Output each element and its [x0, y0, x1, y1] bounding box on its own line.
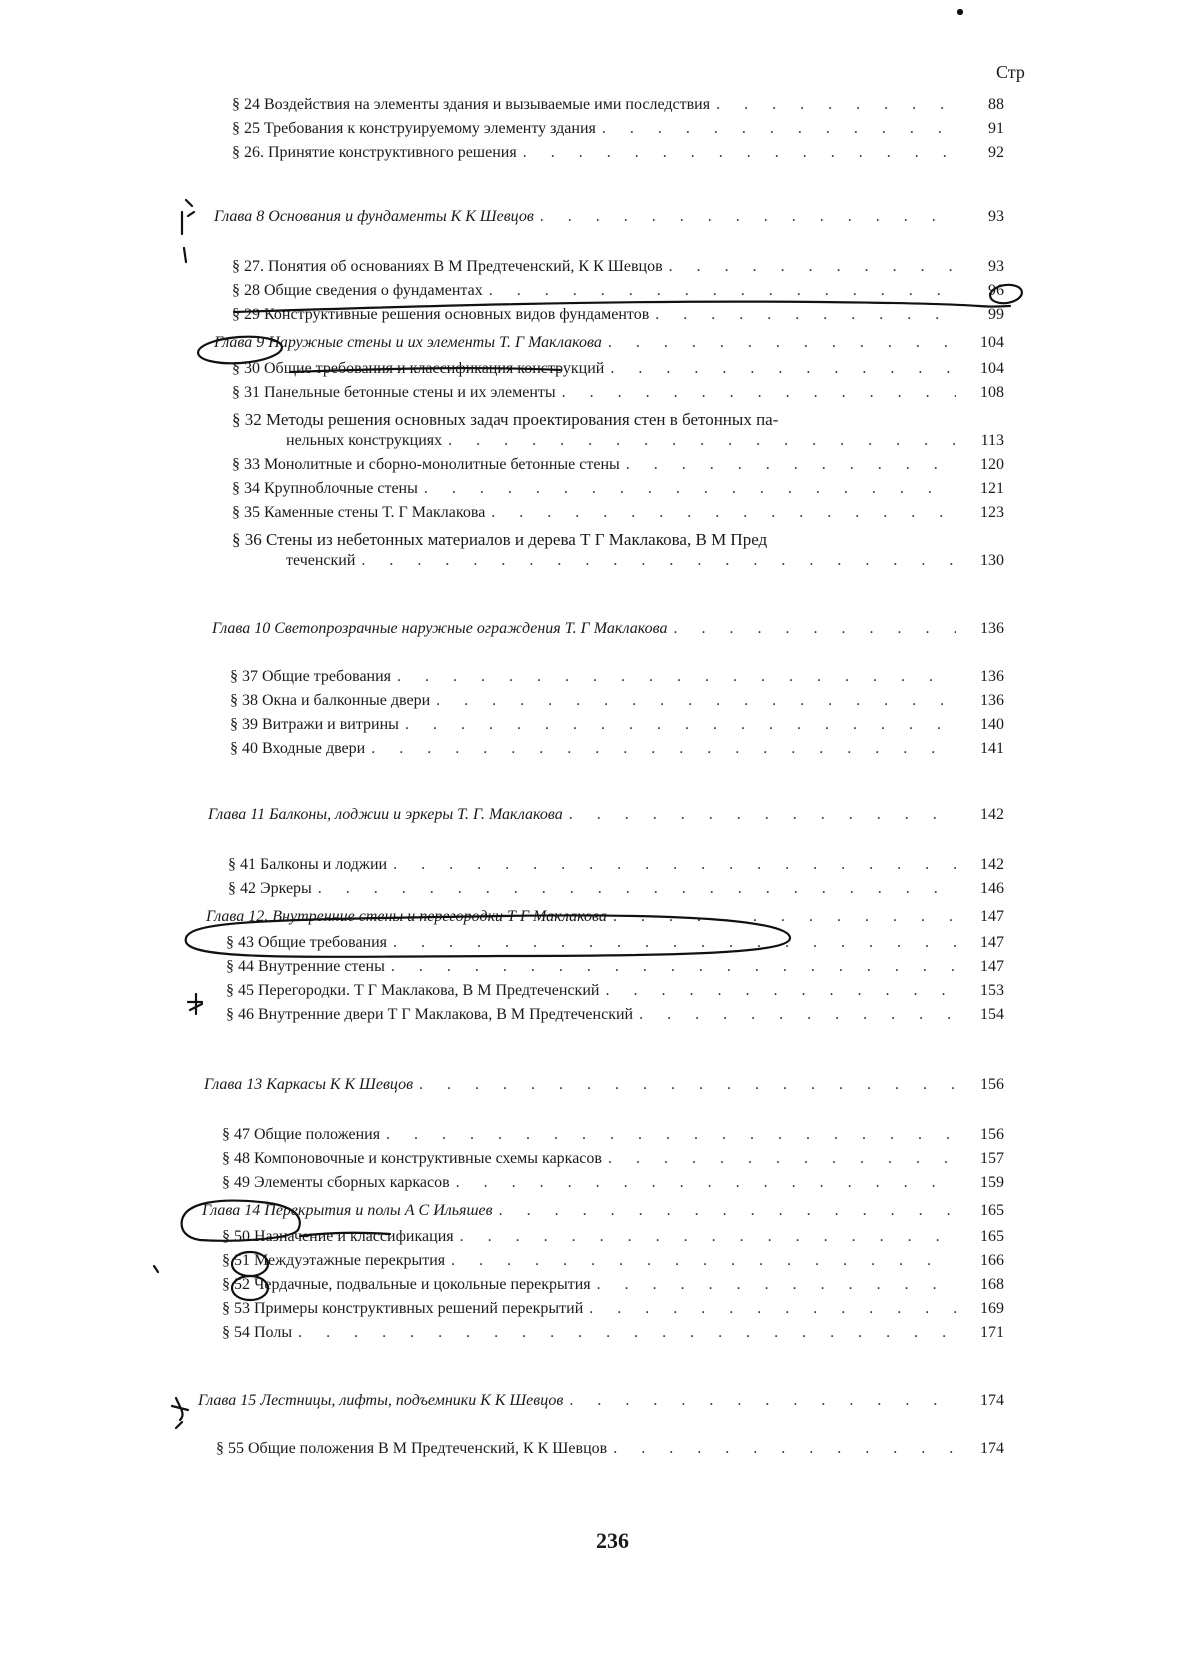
page-column-header: Стр: [996, 62, 1025, 82]
entry-title: § 51 Междуэтажные перекрытия: [222, 1252, 446, 1269]
leader-dots: [639, 1006, 956, 1024]
toc-chapter-15: [198, 1392, 1004, 1410]
leader-dots: [460, 1228, 956, 1246]
entry-title: § 29 Конструктивные решения основных видов фундаментов: [232, 306, 650, 323]
entry-page: 156: [980, 1126, 1004, 1143]
toc-chapter-9: [214, 334, 1004, 352]
entry-title: § 30 Общие требования и классификация конструкций: [232, 360, 605, 377]
leader-dots: [397, 668, 956, 686]
leader-dots: [569, 806, 956, 824]
leader-dots: [655, 306, 956, 324]
entry-page: 99: [988, 306, 1004, 323]
chapter-title: Глава 14 Перекрытия и полы А С Ильяшев: [202, 1202, 493, 1219]
toc-entry-s43: [226, 934, 1004, 952]
entry-page: 171: [980, 1324, 1004, 1341]
entry-page: 168: [980, 1276, 1004, 1293]
toc-entry-s51: [222, 1252, 1004, 1270]
toc-entry-s26: [232, 144, 1004, 162]
entry-title: § 35 Каменные стены Т. Г Маклакова: [232, 504, 486, 521]
entry-page: 159: [980, 1174, 1004, 1191]
entry-page: 136: [980, 692, 1004, 709]
toc-entry-s45: [226, 982, 1004, 1000]
entry-title: § 44 Внутренние стены: [226, 958, 385, 975]
toc-entry-s34: [232, 480, 1004, 498]
leader-dots: [491, 504, 956, 522]
entry-title: § 37 Общие требования: [230, 668, 392, 685]
entry-page: 153: [980, 982, 1004, 999]
toc-entry-s28: [232, 282, 1004, 300]
toc-entry-s35: [232, 504, 1004, 522]
entry-page: 165: [980, 1228, 1004, 1245]
toc-entry-s32-line1: § 32 Методы решения основных задач проектирования стен в бетонных па-: [232, 410, 779, 429]
entry-page: 147: [980, 934, 1004, 951]
leader-dots: [361, 552, 956, 570]
entry-title: § 33 Монолитные и сборно-монолитные бетонные стены: [232, 456, 620, 473]
chapter-page: 142: [980, 806, 1004, 823]
toc-entry-s53: [222, 1300, 1004, 1318]
toc-entry-s27: [232, 258, 1004, 276]
entry-page: 141: [980, 740, 1004, 757]
leader-dots: [669, 258, 956, 276]
leader-dots: [540, 208, 956, 226]
leader-dots: [608, 334, 956, 352]
entry-page: 130: [980, 552, 1004, 569]
chapter-title: Глава 15 Лестницы, лифты, подъемники К К Шевцов: [198, 1392, 564, 1409]
margin-tick-ch8: [182, 200, 194, 262]
entry-title: § 40 Входные двери: [230, 740, 366, 757]
entry-page: 147: [980, 958, 1004, 975]
entry-title: § 38 Окна и балконные двери: [230, 692, 431, 709]
entry-title: нельных конструкциях: [286, 432, 443, 449]
entry-title: § 52 Чердачные, подвальные и цокольные перекрытия: [222, 1276, 591, 1293]
toc-entry-s38: [230, 692, 1004, 710]
entry-page: 140: [980, 716, 1004, 733]
leader-dots: [569, 1392, 956, 1410]
chapter-page: 165: [980, 1202, 1004, 1219]
leader-dots: [602, 120, 956, 138]
entry-title: § 43 Общие требования: [226, 934, 388, 951]
leader-dots: [626, 456, 956, 474]
entry-title: § 39 Витражи и витрины: [230, 716, 399, 733]
entry-page: 157: [980, 1150, 1004, 1167]
toc-entry-s33: [232, 456, 1004, 474]
entry-title: теченский: [286, 552, 356, 569]
leader-dots: [448, 432, 956, 450]
toc-entry-s50: [222, 1228, 1004, 1246]
toc-chapter-10: [212, 620, 1004, 638]
toc-entry-s41: [228, 856, 1004, 874]
entry-title: § 46 Внутренние двери Т Г Маклакова, В М Предтеченский: [226, 1006, 634, 1023]
toc-entry-s48: [222, 1150, 1004, 1168]
leader-dots: [393, 856, 956, 874]
leader-dots: [608, 1150, 956, 1168]
chapter-page: 156: [980, 1076, 1004, 1093]
entry-title: § 47 Общие положения: [222, 1126, 381, 1143]
entry-title: § 42 Эркеры: [228, 880, 312, 897]
entry-title: § 48 Компоновочные и конструктивные схемы каркасов: [222, 1150, 602, 1167]
leader-dots: [298, 1324, 956, 1342]
toc-chapter-12: [206, 908, 1004, 926]
leader-dots: [393, 934, 956, 952]
chapter-title: Глава 13 Каркасы К К Шевцов: [204, 1076, 414, 1093]
entry-title: § 41 Балконы и лоджии: [228, 856, 388, 873]
leader-dots: [386, 1126, 956, 1144]
page-number: 236: [596, 1528, 629, 1553]
toc-entry-s37: [230, 668, 1004, 686]
toc-entry-s40: [230, 740, 1004, 758]
leader-dots: [597, 1276, 956, 1294]
toc-entry-s29: [232, 306, 1004, 324]
entry-title: § 27. Понятия об основаниях В М Предтеченский, К К Шевцов: [232, 258, 663, 275]
chapter-title: Глава 8 Основания и фундаменты К К Шевцов: [214, 208, 534, 225]
margin-mark-s45: [188, 994, 202, 1014]
entry-title: § 26. Принятие конструктивного решения: [232, 144, 517, 161]
toc-entry-s42: [228, 880, 1004, 898]
entry-title: § 53 Примеры конструктивных решений перекрытий: [222, 1300, 584, 1317]
entry-page: 121: [980, 480, 1004, 497]
toc-entry-s52: [222, 1276, 1004, 1294]
entry-page: 146: [980, 880, 1004, 897]
toc-entry-s49: [222, 1174, 1004, 1192]
toc-entry-s32: [286, 432, 1004, 450]
toc-entry-s55: [216, 1440, 1004, 1458]
chapter-page: 93: [988, 208, 1004, 225]
chapter-page: 104: [980, 334, 1004, 351]
toc-chapter-14: [202, 1202, 1004, 1220]
leader-dots: [419, 1076, 956, 1094]
entry-page: 142: [980, 856, 1004, 873]
entry-page: 154: [980, 1006, 1004, 1023]
entry-page: 166: [980, 1252, 1004, 1269]
entry-title: § 50 Назначение и классификация: [222, 1228, 454, 1245]
entry-title: § 24 Воздействия на элементы здания и вызываемые ими последствия: [232, 96, 711, 113]
entry-page: 104: [980, 360, 1004, 377]
toc-entry-s47: [222, 1126, 1004, 1144]
toc-entry-s46: [226, 1006, 1004, 1024]
margin-mark-left: [154, 1266, 158, 1272]
entry-title: § 25 Требования к конструируемому элементу здания: [232, 120, 596, 137]
entry-page: 169: [980, 1300, 1004, 1317]
chapter-page: 174: [980, 1392, 1004, 1409]
entry-page: 123: [980, 504, 1004, 521]
toc-entry-s24: [232, 96, 1004, 114]
entry-page: 91: [988, 120, 1004, 137]
chapter-title: Глава 9 Наружные стены и их элементы Т. Г Маклакова: [214, 334, 602, 351]
leader-dots: [613, 908, 956, 926]
chapter-title: Глава 10 Светопрозрачные наружные ограждения Т. Г Маклакова: [212, 620, 668, 637]
toc-entry-s31: [232, 384, 1004, 402]
entry-title: § 55 Общие положения В М Предтеченский, К К Шевцов: [216, 1440, 608, 1457]
leader-dots: [610, 360, 956, 378]
leader-dots: [318, 880, 956, 898]
toc-entry-s25: [232, 120, 1004, 138]
toc-entry-s36-line1: § 36 Стены из небетонных материалов и дерева Т Г Маклакова, В М Пред: [232, 530, 768, 549]
toc-chapter-13: [204, 1076, 1004, 1094]
chapter-title: Глава 12. Внутренние стены и перегородки Т Г Маклакова: [206, 908, 607, 925]
leader-dots: [674, 620, 956, 638]
entry-page: 174: [980, 1440, 1004, 1457]
entry-title: § 54 Полы: [222, 1324, 293, 1341]
entry-page: 88: [988, 96, 1004, 113]
entry-title: § 28 Общие сведения о фундаментах: [232, 282, 483, 299]
leader-dots: [391, 958, 956, 976]
leader-dots: [523, 144, 956, 162]
entry-title: § 34 Крупноблочные стены: [232, 480, 418, 497]
entry-page: 120: [980, 456, 1004, 473]
leader-dots: [405, 716, 956, 734]
entry-page: 136: [980, 668, 1004, 685]
leader-dots: [716, 96, 956, 114]
ink-dot: [958, 10, 962, 14]
leader-dots: [456, 1174, 956, 1192]
entry-title: § 45 Перегородки. Т Г Маклакова, В М Предтеченский: [226, 982, 600, 999]
leader-dots: [451, 1252, 956, 1270]
leader-dots: [489, 282, 956, 300]
entry-page: 108: [980, 384, 1004, 401]
entry-page: 113: [980, 432, 1004, 449]
toc-entry-s39: [230, 716, 1004, 734]
leader-dots: [499, 1202, 956, 1220]
toc-entry-s54: [222, 1324, 1004, 1342]
entry-page: 92: [988, 144, 1004, 161]
leader-dots: [589, 1300, 956, 1318]
entry-title: § 31 Панельные бетонные стены и их элементы: [232, 384, 556, 401]
toc-entry-s44: [226, 958, 1004, 976]
chapter-title: Глава 11 Балконы, лоджии и эркеры Т. Г. Маклакова: [208, 806, 563, 823]
leader-dots: [613, 1440, 956, 1458]
toc-chapter-8: [214, 208, 1004, 226]
entry-page: 93: [988, 258, 1004, 275]
chapter-page: 136: [980, 620, 1004, 637]
leader-dots: [562, 384, 956, 402]
leader-dots: [424, 480, 956, 498]
entry-title: § 49 Элементы сборных каркасов: [222, 1174, 450, 1191]
chapter-page: 147: [980, 908, 1004, 925]
leader-dots: [371, 740, 956, 758]
toc-entry-s30: [232, 360, 1004, 378]
toc-entry-s36: [286, 552, 1004, 570]
leader-dots: [605, 982, 956, 1000]
toc-chapter-11: [208, 806, 1004, 824]
leader-dots: [436, 692, 956, 710]
margin-mark-ch15: [172, 1398, 188, 1428]
entry-page: 96: [988, 282, 1004, 299]
